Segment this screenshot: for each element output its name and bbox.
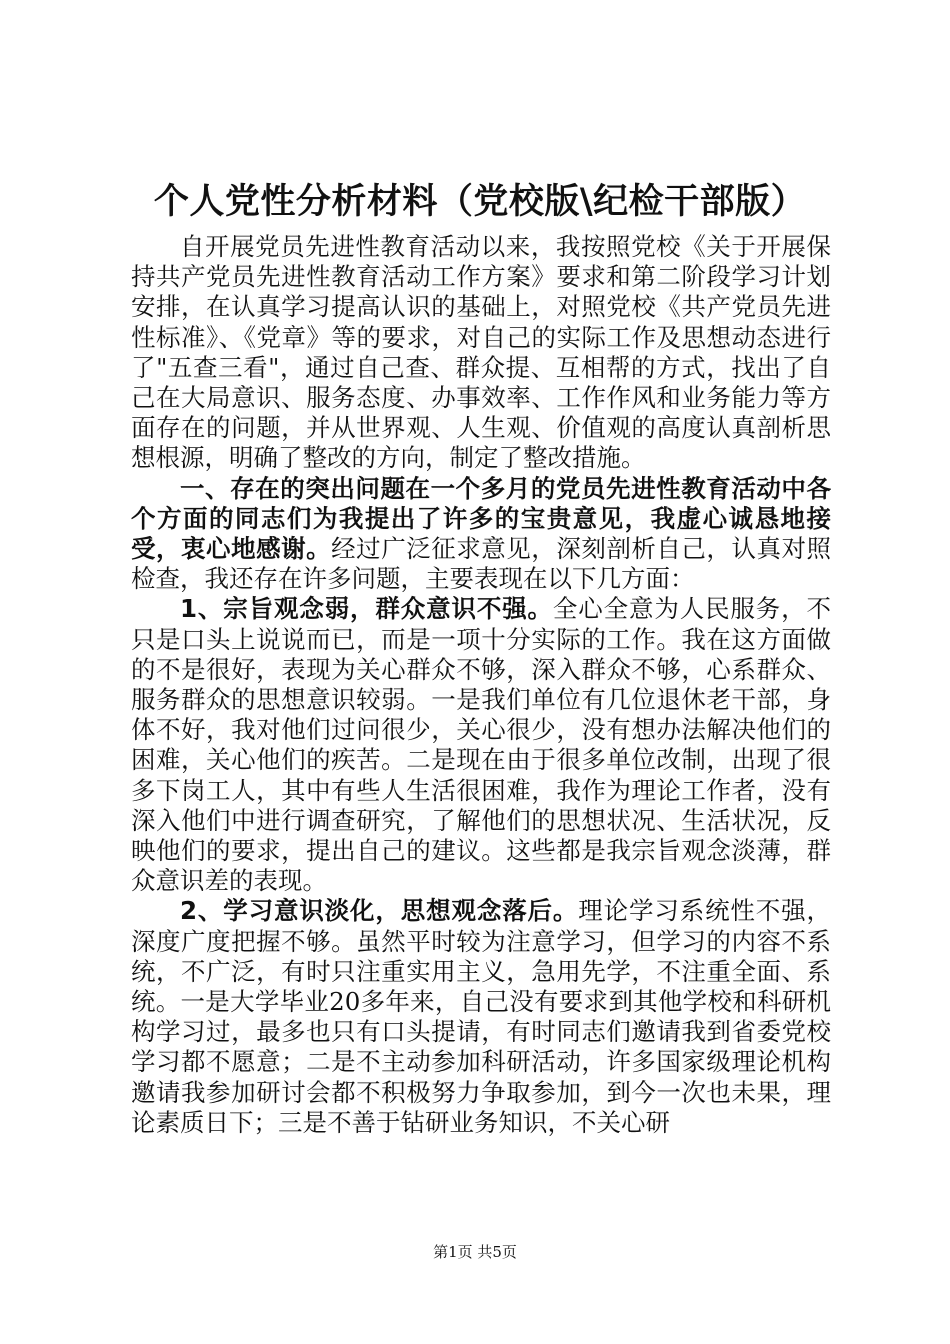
paragraph-lead: 一、存在的突出问题在一个多月的党员先进性教育活动中各个方面的同志们为我提出了许多的宝贵意见，我虚心诚恳地接受，衷心地感谢。 [131,473,831,564]
paragraph-text: 理论学习系统性不强，深度广度把握不够。虽然平时较为注意学习，但学习的内容不系统，不广泛，有时只注重实用主义，急用先学，不注重全面、系统。一是大学毕业20多年来，自己没有要求到其他学校和科研机构学习过，最多也只有口头提请，有时同志们邀请我到省委党校学习都不愿意；二是不主动参加科研活动，许多国家级理论机构邀请我参加研讨会都不积极努力争取参加，到今一次也未果，理论素质日下；三是不善于钻研业务知识，不关心研 [131,896,832,1137]
paragraph-item-one [131,594,831,896]
paragraph-text: 自开展党员先进性教育活动以来，我按照党校《关于开展保持共产党员先进性教育活动工作方案》要求和第二阶段学习计划安排，在认真学习提高认识的基础上，对照党校《共产党员先进性标准》、《党章》等的要求，对自己的实际工作及思想动态进行了"五查三看"，通过自己查、群众提、互相帮的方式，找出了自己在大局意识、服务态度、办事效率、工作作风和业务能力等方面存在的问题，并从世界观、人生观、价值观的高度认真剖析思想根源，明确了整改的方向，制定了整改措施。 [131,232,831,473]
paragraph-text: 经过广泛征求意见，深刻剖析自己，认真对照检查，我还存在许多问题，主要表现在以下几方面： [131,534,832,594]
paragraph-lead: 1、宗旨观念弱，群众意识不强。 [180,594,553,624]
paragraph-item-two [131,896,831,1138]
paragraph-section-one [131,474,831,595]
paragraph-intro [131,232,831,474]
paragraph-text: 全心全意为人民服务，不只是口头上说说而已，而是一项十分实际的工作。我在这方面做的不是很好，表现为关心群众不够，深入群众不够，心系群众、服务群众的思想意识较弱。一是我们单位有几位退休老干部，身体不好，我对他们过问很少，关心很少，没有想办法解决他们的困难，关心他们的疾苦。二是现在由于很多单位改制，出现了很多下岗工人，其中有些人生活很困难，我作为理论工作者，没有深入他们中进行调查研究，了解他们的思想状况、生活状况，反映他们的要求，提出自己的建议。这些都是我宗旨观念淡薄，群众意识差的表现。 [131,594,832,896]
document-body [131,232,831,1138]
paragraph-lead: 2、学习意识淡化，思想观念落后。 [180,896,579,926]
page-title: 个人党性分析材料（党校版\纪检干部版） [153,182,807,222]
page-number-footer: 第1页 共5页 [433,1243,517,1261]
